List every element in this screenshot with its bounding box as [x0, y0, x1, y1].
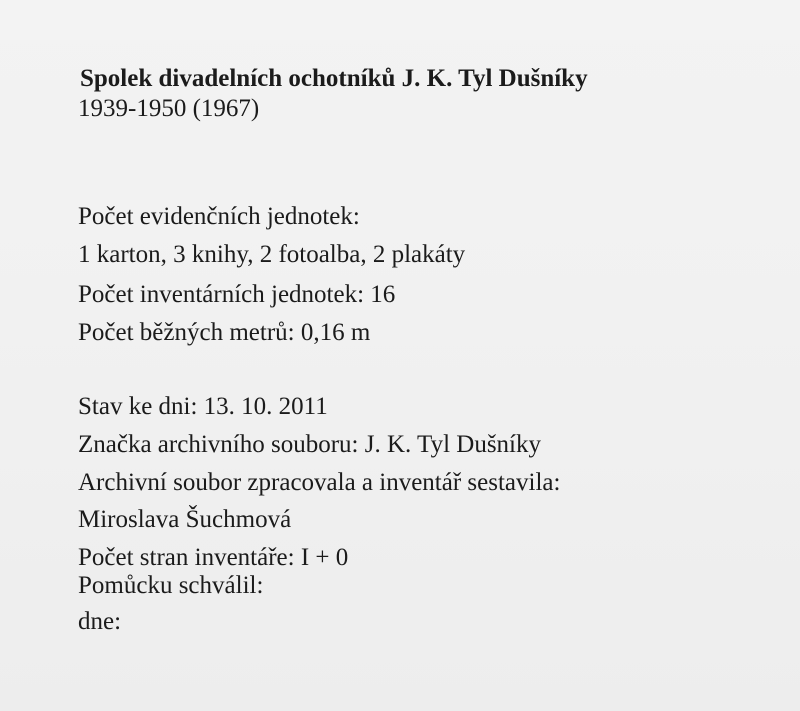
page-count: Počet stran inventáře: I + 0	[78, 544, 349, 571]
date-range: 1939-1950 (1967)	[78, 95, 260, 122]
inventory-units: Počet inventárních jednotek: 16	[78, 281, 396, 308]
approved-by: Pomůcku schválil:	[78, 572, 264, 599]
approval-date: dne:	[78, 608, 122, 635]
processed-by-label: Archivní soubor zpracovala a inventář sestavila:	[78, 469, 561, 496]
evidence-units-label: Počet evidenčních jednotek:	[78, 203, 360, 230]
state-date: Stav ke dni: 13. 10. 2011	[78, 393, 328, 420]
evidence-units-value: 1 karton, 3 knihy, 2 fotoalba, 2 plakáty	[78, 241, 466, 268]
document-title: Spolek divadelních ochotníků J. K. Tyl Dušníky	[80, 65, 588, 92]
processed-by-name: Miroslava Šuchmová	[78, 506, 292, 533]
fond-mark: Značka archivního souboru: J. K. Tyl Dušníky	[78, 431, 542, 458]
running-meters: Počet běžných metrů: 0,16 m	[78, 319, 371, 346]
